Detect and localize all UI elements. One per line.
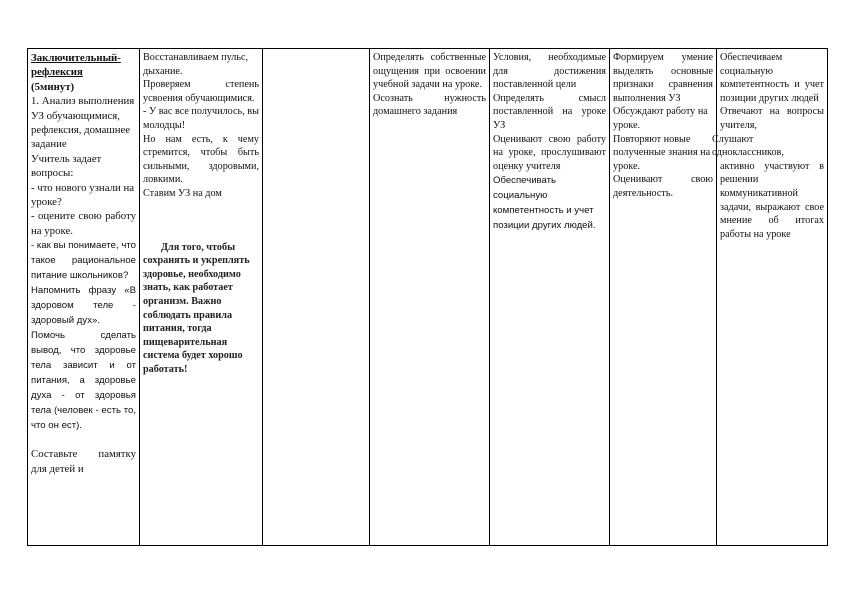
result-line: Обсуждают работу на уроке. — [613, 106, 708, 131]
stage-cell — [28, 49, 140, 546]
stage-line: Помочь сделать вывод, что здоровье тела зависит и от питания, а здоровье духа - от здоровья тела (человек - есть то, что он ест). — [31, 330, 136, 432]
regulatory-results-cell — [490, 49, 610, 546]
empty-cell — [263, 49, 370, 546]
teacher-line: Проверяем степень усвоения обучающимися. — [143, 79, 259, 104]
communicative-results-cell — [712, 49, 828, 546]
stage-line: - что нового узнали на уроке? — [31, 181, 135, 209]
result-line: Определять смысл поставленной на уроке УЗ — [493, 92, 606, 131]
teacher-line: - У вас все получилось, вы молодцы! — [143, 106, 259, 131]
teacher-line: Восстанавливаем пульс, дыхание. — [143, 52, 249, 77]
stage-line: 1. Анализ выполнения УЗ обучающимися, рефлексия, домашнее задание — [31, 95, 135, 151]
teacher-line: Но нам есть, к чему стремится, чтобы быть сильными, здоровыми, ловкими. — [143, 133, 259, 186]
stage-duration: (5минут) — [31, 80, 75, 93]
result-line: Оценивают свою работу на уроке, прослушивают оценку учителя — [493, 133, 606, 172]
result-line: Оценивают свою деятельность. — [613, 174, 713, 199]
result-line: Условия, необходимые для достижения поставленной цели — [493, 52, 606, 91]
result-line: Обеспечивать социальную компетентность и учет позиции других людей. — [493, 175, 596, 232]
stage-line: - оцените свою работу на уроке. — [31, 210, 136, 237]
stage-line: Составьте памятку для детей и — [31, 448, 136, 475]
table-row — [28, 49, 828, 546]
result-line: активно участвуют в решении коммуникативной задачи, выражают свое мнение об итогах работы на уроке — [720, 160, 824, 240]
result-line: Отвечают на вопросы учителя, — [720, 106, 824, 131]
result-line: Обеспечиваем социальную компетентность и учет позиции других людей — [720, 52, 824, 104]
stage-title: Заключительный-рефлексия — [31, 52, 121, 79]
result-line: Осознать нужность домашнего задания — [373, 92, 486, 118]
teacher-line: Ставим УЗ на дом — [143, 187, 222, 199]
teacher-activity-cell — [140, 49, 263, 546]
result-line: Формируем умение выделять основные признаки сравнения выполнения УЗ — [613, 52, 713, 104]
result-line: Повторяют новые полученные знания на уроке. — [613, 133, 711, 172]
cognitive-results-cell — [610, 49, 717, 546]
personal-results-cell — [370, 49, 490, 546]
stage-line: - как вы понимаете, что такое рациональное питание школьников? — [31, 240, 136, 282]
result-line: Слушают одноклассников, — [712, 133, 784, 159]
teacher-note: Для того, чтобы сохранять и укреплять здоровье, необходимо знать, как работает организм. Важно соблюдать правила питания, тогда пищеварительная система будет хорошо работать! — [143, 241, 250, 375]
stage-line: Учитель задает вопросы: — [31, 152, 102, 180]
stage-line: Напомнить фразу «В здоровом теле - здоровый дух». — [31, 285, 136, 327]
lesson-plan-table — [27, 48, 828, 546]
result-line: Определять собственные ощущения при освоении учебной задачи на уроке. — [373, 52, 486, 91]
